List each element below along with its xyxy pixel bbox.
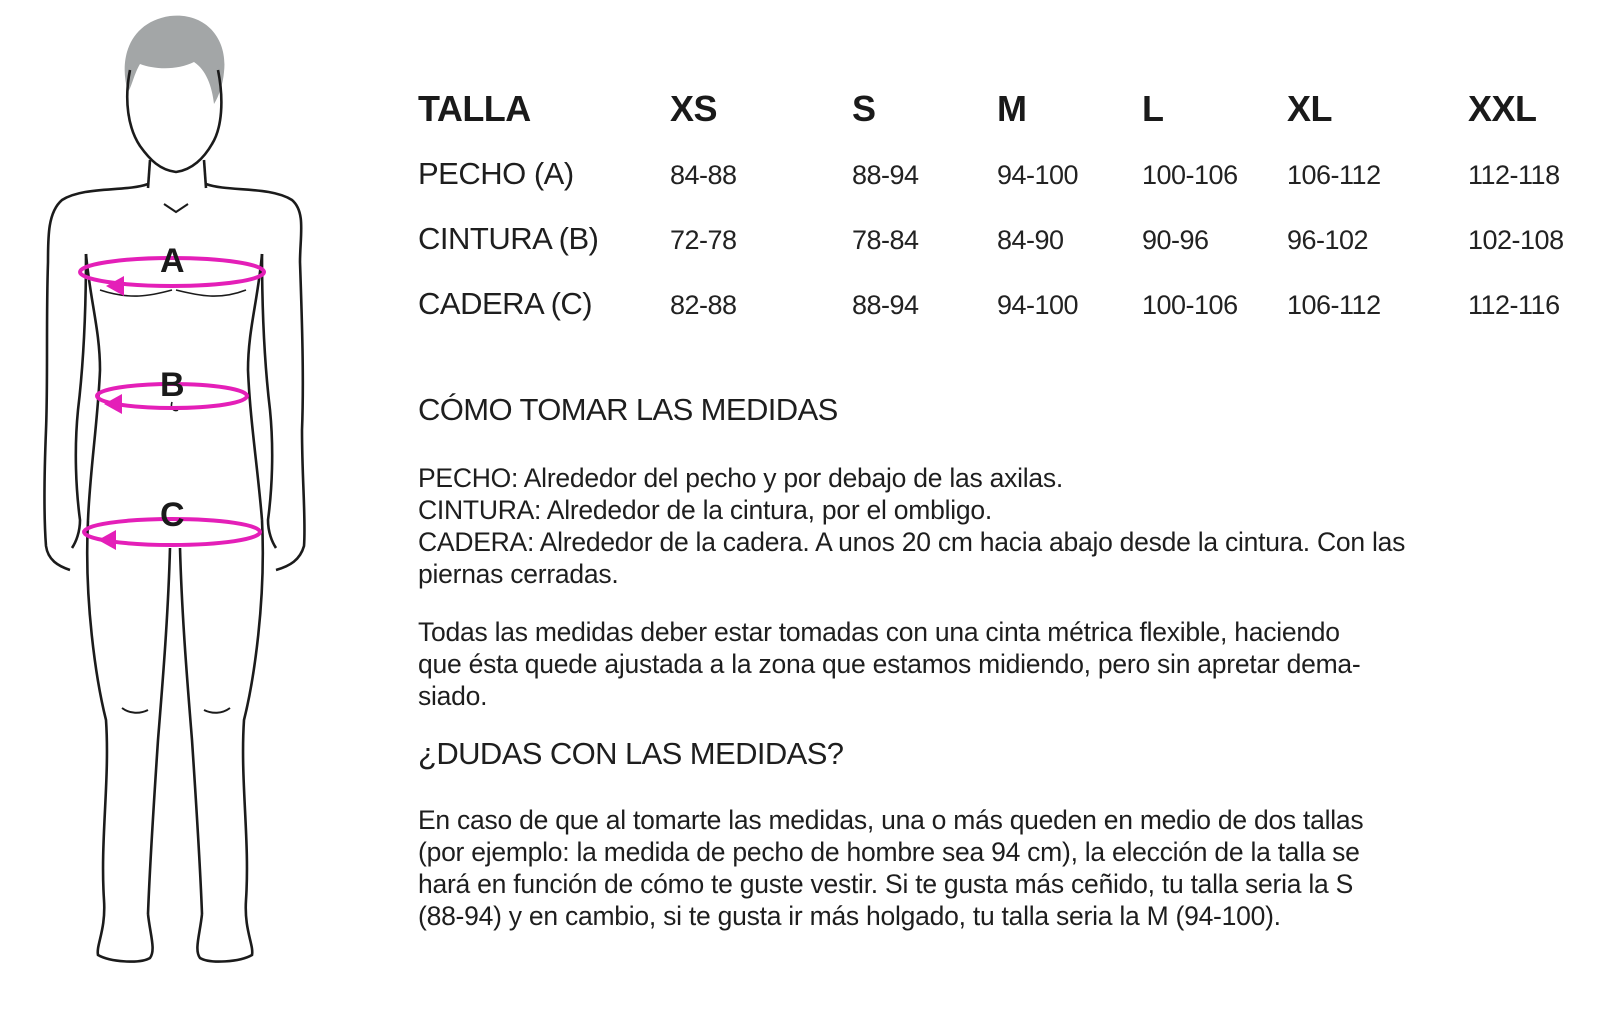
right-leg-outline (197, 520, 262, 962)
table-cell: 106-112 (1287, 160, 1381, 190)
table-cell: 84-88 (670, 160, 737, 190)
table-cell: 112-116 (1468, 290, 1560, 320)
table-cell: 100-106 (1142, 290, 1238, 320)
size-header-xs: XS (670, 88, 718, 129)
row-label-hip: CADERA (C) (418, 286, 593, 321)
marker-a-label: A (160, 242, 185, 280)
doubts-line: En caso de que al tomarte las medidas, una o más queden en medio de dos tallas (418, 805, 1364, 835)
instruction-line: CADERA: Alrededor de la cadera. A unos 20 cm hacia abajo desde la cintura. Con las (418, 527, 1406, 557)
size-header-l: L (1142, 88, 1164, 129)
table-cell: 112-118 (1468, 160, 1560, 190)
doubts-line: hará en función de cómo te guste vestir. Si te gusta más ceñido, tu talla seria la S (418, 869, 1354, 899)
marker-c-label: C (160, 496, 185, 534)
table-cell: 102-108 (1468, 225, 1564, 255)
doubts-line: (por ejemplo: la medida de pecho de hombre sea 94 cm), la elección de la talla se (418, 837, 1360, 867)
instruction-line: CINTURA: Alrededor de la cintura, por el ombligo. (418, 495, 992, 525)
table-cell: 88-94 (852, 290, 919, 320)
size-table (418, 78, 1598, 338)
how-to-instructions (418, 462, 1538, 590)
table-cell: 78-84 (852, 225, 919, 255)
left-leg-outline (87, 520, 152, 962)
row-label-chest: PECHO (A) (418, 156, 574, 191)
torso-outline (86, 254, 100, 520)
how-to-title: CÓMO TOMAR LAS MEDIDAS (418, 392, 838, 427)
table-cell: 100-106 (1142, 160, 1238, 190)
table-cell: 84-90 (997, 225, 1064, 255)
head-outline (127, 70, 221, 172)
shoulders-outline (48, 184, 148, 262)
doubts-title: ¿DUDAS CON LAS MEDIDAS? (418, 736, 844, 771)
table-cell: 94-100 (997, 160, 1079, 190)
doubts-text (418, 804, 1538, 932)
table-cell: 90-96 (1142, 225, 1209, 255)
size-header-xl: XL (1287, 88, 1333, 129)
table-cell: 106-112 (1287, 290, 1381, 320)
note-line: Todas las medidas deber estar tomadas con una cinta métrica flexible, haciendo (418, 617, 1340, 647)
marker-b-label: B (160, 366, 185, 404)
doubts-line: (88-94) y en cambio, si te gusta ir más holgado, tu talla seria la M (94-100). (418, 901, 1281, 931)
size-header-m: M (997, 88, 1027, 129)
how-to-note (418, 616, 1538, 712)
right-arm-outline (276, 262, 305, 570)
size-header-xxl: XXL (1468, 88, 1537, 129)
left-arm-outline (45, 262, 71, 570)
instruction-line: PECHO: Alrededor del pecho y por debajo de las axilas. (418, 463, 1063, 493)
table-cell: 96-102 (1287, 225, 1369, 255)
instruction-line: piernas cerradas. (418, 559, 619, 589)
note-line: que ésta quede ajustada a la zona que estamos midiendo, pero sin apretar dema- (418, 649, 1361, 679)
table-header-label: TALLA (418, 88, 531, 129)
table-cell: 72-78 (670, 225, 737, 255)
hair-shape (125, 16, 225, 104)
table-cell: 94-100 (997, 290, 1079, 320)
size-header-s: S (852, 88, 876, 129)
human-body-outline (0, 0, 360, 1015)
body-measurement-figure (0, 0, 360, 1015)
table-cell: 82-88 (670, 290, 737, 320)
row-label-waist: CINTURA (B) (418, 221, 599, 256)
table-cell: 88-94 (852, 160, 919, 190)
note-line: siado. (418, 681, 488, 711)
